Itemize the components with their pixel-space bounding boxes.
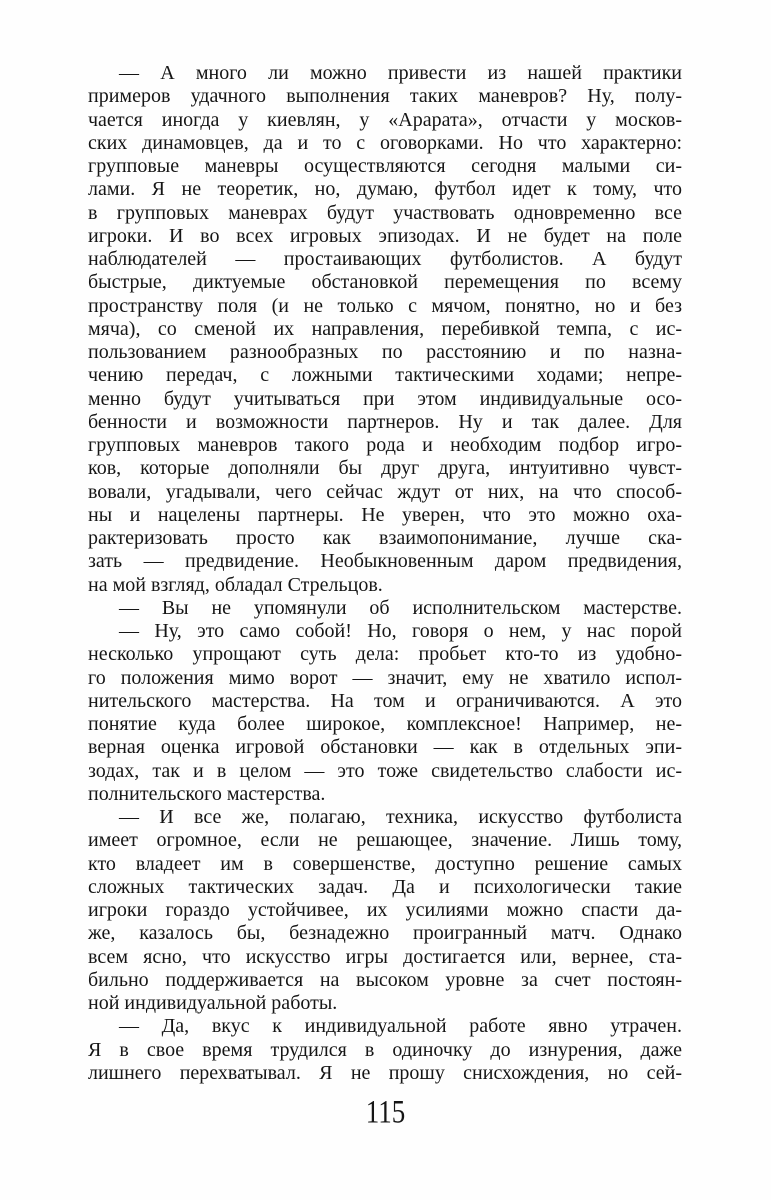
- text-line: — Да, вкус к индивидуальной работе явно утрачен.: [119, 1015, 682, 1038]
- text-line: верная оценка игровой обстановки — как в отдельных эпи-: [88, 736, 682, 759]
- text-line: го положения мимо ворот — значит, ему не хватило испол-: [88, 666, 682, 689]
- text-line: — Ну, это само собой! Но, говоря о нем, у нас порой: [119, 620, 682, 642]
- text-line: групповых маневров такого рода и необходим подбор игро-: [88, 434, 682, 456]
- text-line: имеет огромное, если не решающее, значение. Лишь тому,: [88, 829, 682, 852]
- text-line: — А много ли можно привести из нашей практики: [119, 62, 682, 84]
- text-line: игроки гораздо устойчивее, их усилиями можно спасти да-: [88, 899, 682, 921]
- text-line: бильно поддерживается на высоком уровне за счет постоян-: [88, 968, 682, 991]
- text-line: рактеризовать просто как взаимопонимание, лучше ска-: [88, 527, 682, 549]
- text-line: пользованием разнообразных по расстоянию и по назна-: [88, 341, 682, 363]
- text-line: ны и нацелены партнеры. Не уверен, что это можно оха-: [88, 503, 682, 526]
- text-line: чению передач, с ложными тактическими ходами; непре-: [88, 364, 682, 387]
- text-line: нительского мастерства. На том и ограничиваются. А это: [88, 689, 682, 712]
- text-line: лами. Я не теоретик, но, думаю, футбол идет к тому, что: [88, 178, 682, 201]
- text-line: наблюдателей — простаивающих футболистов. А будут: [88, 248, 682, 270]
- text-line: несколько упрощают суть дела: пробьет кто-то из удобно-: [88, 643, 682, 666]
- text-line: чается иногда у киевлян, у «Арарата», отчасти у москов-: [88, 108, 682, 131]
- text-line: в групповых маневрах будут участвовать одновременно все: [88, 201, 682, 224]
- text-line: ских динамовцев, да и то с оговорками. Но что характерно:: [88, 131, 682, 154]
- text-line: менно будут учитываться при этом индивидуальные осо-: [88, 387, 682, 410]
- page-number: 115: [365, 1093, 406, 1130]
- text-line: — И все же, полагаю, техника, искусство футболиста: [119, 806, 682, 828]
- text-line: лишнего перехватывал. Я не прошу снисхождения, но сей-: [88, 1061, 682, 1084]
- text-line: Я в свое время трудился в одиночку до изнурения, даже: [88, 1038, 682, 1061]
- text-line: всем ясно, что искусство игры достигается или, вернее, ста-: [88, 945, 682, 968]
- text-line: ной индивидуальной работы.: [88, 992, 338, 1014]
- text-line: групповые маневры осуществляются сегодня малыми си-: [88, 155, 682, 177]
- text-line: зать — предвидение. Необыкновенным даром предвидения,: [88, 550, 682, 573]
- text-line: кто владеет им в совершенстве, доступно решение самых: [88, 852, 682, 875]
- text-line: зодах, так и в целом — это тоже свидетельство слабости ис-: [88, 759, 682, 782]
- text-line: игроки. И во всех игровых эпизодах. И не будет на поле: [88, 224, 682, 247]
- body-text: [88, 62, 682, 1085]
- text-line: полнительского мастерства.: [88, 782, 326, 805]
- text-line: же, казалось бы, безнадежно проигранный матч. Однако: [88, 922, 682, 945]
- text-line: понятие куда более широкое, комплексное! Например, не-: [88, 713, 682, 735]
- text-line: вовали, угадывали, чего сейчас ждут от них, на что способ-: [88, 480, 682, 503]
- text-line: мяча), со сменой их направления, перебивкой темпа, с ис-: [88, 317, 682, 340]
- text-line: ков, которые дополняли бы друг друга, интуитивно чувст-: [88, 457, 682, 480]
- text-line: бенности и возможности партнеров. Ну и так далее. Для: [88, 410, 682, 433]
- text-line: на мой взгляд, обладал Стрельцов.: [88, 573, 383, 596]
- text-line: примеров удачного выполнения таких маневров? Ну, полу-: [88, 85, 682, 108]
- text-line: сложных тактических задач. Да и психологически такие: [88, 875, 682, 898]
- text-line: быстрые, диктуемые обстановкой перемещения по всему: [88, 271, 682, 294]
- text-line: — Вы не упомянули об исполнительском мастерстве.: [119, 596, 682, 619]
- text-line: пространству поля (и не только с мячом, понятно, но и без: [88, 294, 682, 317]
